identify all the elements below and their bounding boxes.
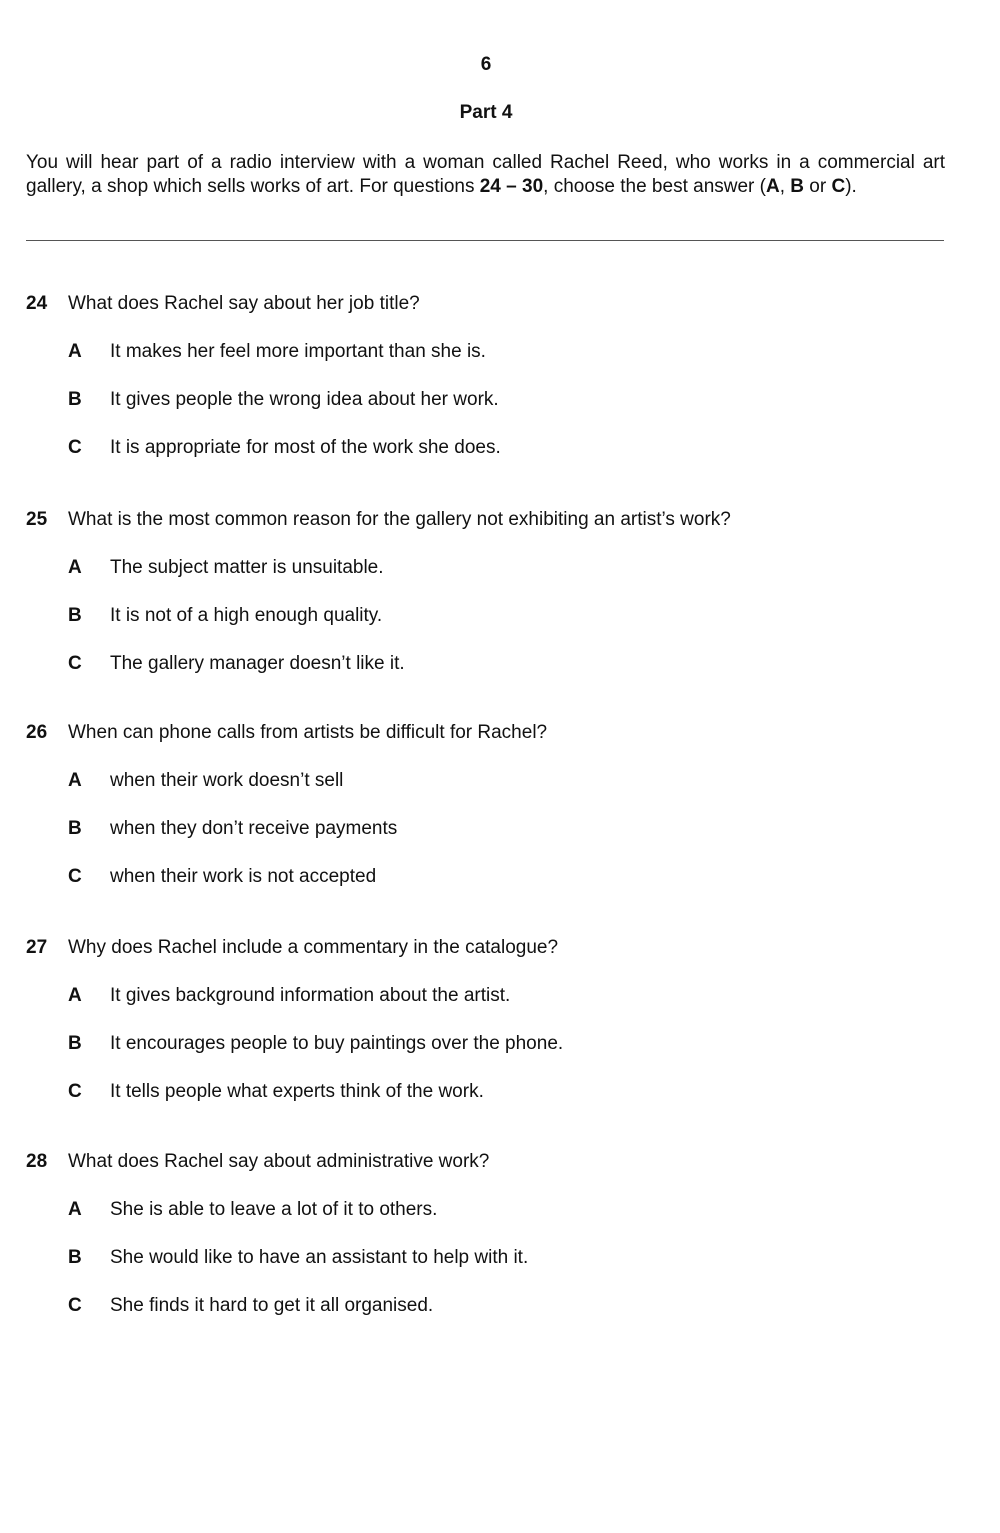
part-title: Part 4: [459, 102, 513, 123]
option-letter: C: [68, 1081, 82, 1102]
question-stem: [26, 293, 966, 319]
option-letter: A: [68, 985, 82, 1006]
question-text: What does Rachel say about administrative work?: [68, 1151, 490, 1172]
question-text: What does Rachel say about her job title?: [68, 293, 420, 314]
option-text: She finds it hard to get it all organised.: [110, 1295, 434, 1316]
question-28: [26, 1151, 966, 1321]
option-text: She would like to have an assistant to help with it.: [110, 1247, 529, 1268]
option-text: It gives background information about the artist.: [110, 985, 511, 1006]
option-text: The subject matter is unsuitable.: [110, 557, 384, 578]
option-letter: C: [68, 866, 82, 887]
option-text: It is appropriate for most of the work she does.: [110, 437, 501, 458]
question-range-dash: –: [500, 176, 522, 197]
answer-letter-c: C: [831, 176, 846, 197]
answer-option-a[interactable]: [26, 985, 966, 1011]
option-letter: A: [68, 1199, 82, 1220]
answer-option-a[interactable]: [26, 1199, 966, 1225]
option-text: when their work is not accepted: [110, 866, 377, 887]
answer-option-c[interactable]: [26, 437, 966, 463]
answer-option-a[interactable]: [26, 770, 966, 796]
option-letter: A: [68, 341, 82, 362]
option-letter: A: [68, 557, 82, 578]
answer-option-c[interactable]: [26, 1295, 966, 1321]
option-text: when their work doesn’t sell: [110, 770, 344, 791]
option-letter: B: [68, 1247, 82, 1268]
option-letter: C: [68, 653, 82, 674]
question-26: [26, 722, 966, 892]
question-text: What is the most common reason for the gallery not exhibiting an artist’s work?: [68, 509, 731, 530]
question-range-end: 30: [522, 176, 544, 197]
option-text: when they don’t receive payments: [110, 818, 398, 839]
answer-letter-a: A: [765, 176, 780, 197]
answer-option-a[interactable]: [26, 341, 966, 367]
page-number: 6: [480, 54, 492, 75]
question-number: 24: [26, 293, 48, 314]
question-number: 27: [26, 937, 48, 958]
option-text: It gives people the wrong idea about her work.: [110, 389, 499, 410]
option-text: It tells people what experts think of the work.: [110, 1081, 484, 1102]
option-letter: A: [68, 770, 82, 791]
option-letter: B: [68, 605, 82, 626]
answer-option-b[interactable]: [26, 1247, 966, 1273]
question-number: 25: [26, 509, 48, 530]
answer-option-b[interactable]: [26, 1033, 966, 1059]
answer-option-b[interactable]: [26, 818, 966, 844]
instructions-text: , choose the best answer (: [543, 176, 766, 197]
question-text: When can phone calls from artists be difficult for Rachel?: [68, 722, 548, 743]
question-text: Why does Rachel include a commentary in the catalogue?: [68, 937, 559, 958]
question-stem: [26, 1151, 966, 1177]
option-letter: B: [68, 389, 82, 410]
option-letter: B: [68, 818, 82, 839]
option-text: It is not of a high enough quality.: [110, 605, 383, 626]
instructions-paragraph: [26, 151, 945, 199]
separator: or: [804, 176, 832, 197]
answer-option-b[interactable]: [26, 389, 966, 415]
separator: ,: [779, 176, 791, 197]
question-stem: [26, 937, 966, 963]
answer-option-c[interactable]: [26, 866, 966, 892]
answer-option-a[interactable]: [26, 557, 966, 583]
question-25: [26, 509, 966, 679]
option-letter: B: [68, 1033, 82, 1054]
question-stem: [26, 722, 966, 748]
option-letter: C: [68, 1295, 82, 1316]
option-text: The gallery manager doesn’t like it.: [110, 653, 405, 674]
question-range-start: 24: [479, 176, 501, 197]
question-stem: [26, 509, 966, 535]
answer-option-b[interactable]: [26, 605, 966, 631]
divider-line: [26, 240, 944, 241]
option-letter: C: [68, 437, 82, 458]
instructions-text: ).: [845, 176, 857, 197]
option-text: It encourages people to buy paintings over the phone.: [110, 1033, 564, 1054]
question-number: 26: [26, 722, 48, 743]
instructions-text: You will hear part of a radio interview with a woman called Rachel Reed, who works in a commercial art gallery, a shop which sells works of art. For questions: [26, 152, 945, 197]
answer-option-c[interactable]: [26, 653, 966, 679]
question-number: 28: [26, 1151, 48, 1172]
answer-letter-b: B: [790, 176, 805, 197]
answer-option-c[interactable]: [26, 1081, 966, 1107]
question-27: [26, 937, 966, 1107]
question-24: [26, 293, 966, 463]
option-text: It makes her feel more important than she is.: [110, 341, 486, 362]
option-text: She is able to leave a lot of it to others.: [110, 1199, 438, 1220]
